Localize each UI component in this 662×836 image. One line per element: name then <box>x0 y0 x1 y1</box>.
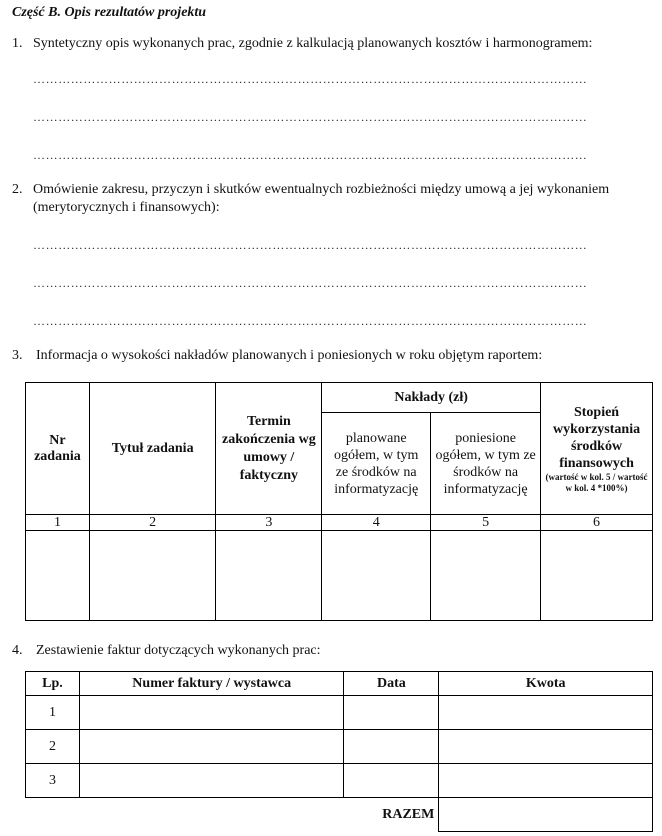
cell-data[interactable] <box>344 730 439 764</box>
budget-table <box>25 382 653 621</box>
table-row <box>26 730 653 764</box>
answer-line-1a[interactable]: …………………………………………………………………………………………………………………… <box>33 72 588 86</box>
cell-kwota[interactable] <box>439 730 653 764</box>
header-termin: Termin zakończenia wg umowy / faktyczny <box>216 383 322 515</box>
col-number: 3 <box>216 515 322 531</box>
col-number: 2 <box>89 515 216 531</box>
item-3-text: Informacja o wysokości nakładów planowanych i poniesionych w roku objętym raportem: <box>36 348 543 363</box>
header-stopien-label: Stopień wykorzystania środków finansowych <box>552 404 641 471</box>
invoice-table <box>25 671 653 832</box>
item-2-text-cont: (merytorycznych i finansowych): <box>33 200 220 215</box>
header-planowane: planowane ogółem, w tym ze środków na informatyzację <box>322 413 431 515</box>
cell-nr[interactable] <box>26 531 90 621</box>
cell-termin[interactable] <box>216 531 322 621</box>
item-4-number: 4. <box>12 643 23 658</box>
row-lp: 1 <box>26 696 80 730</box>
total-row <box>26 798 653 832</box>
answer-line-2a[interactable]: …………………………………………………………………………………………………………………… <box>33 238 588 252</box>
table-row <box>26 696 653 730</box>
item-1-text: Syntetyczny opis wykonanych prac, zgodnie z kalkulacją planowanych kosztów i harmonogramem: <box>33 36 593 51</box>
header-data: Data <box>344 672 439 696</box>
cell-data[interactable] <box>344 696 439 730</box>
answer-line-1b[interactable]: …………………………………………………………………………………………………………………… <box>33 110 588 124</box>
item-2-number: 2. <box>12 182 23 197</box>
table-row <box>26 531 653 621</box>
header-stopien-note: (wartość w kol. 5 / wartość w kol. 4 *100%) <box>545 471 648 493</box>
header-nr-zadania: Nr zadania <box>26 383 90 515</box>
header-numer-faktury: Numer faktury / wystawca <box>79 672 344 696</box>
spacer <box>79 798 344 832</box>
cell-numer[interactable] <box>79 696 344 730</box>
header-lp: Lp. <box>26 672 80 696</box>
cell-poniesione[interactable] <box>431 531 541 621</box>
item-3-number: 3. <box>12 348 23 363</box>
table-row <box>26 764 653 798</box>
item-4-text: Zestawienie faktur dotyczących wykonanych prac: <box>36 643 321 658</box>
col-number: 6 <box>541 515 653 531</box>
razem-label: RAZEM <box>382 806 435 822</box>
header-stopien <box>541 383 653 515</box>
header-poniesione: poniesione ogółem, w tym ze środków na informatyzację <box>431 413 541 515</box>
column-number-row <box>26 515 653 531</box>
row-lp: 3 <box>26 764 80 798</box>
header-naklady: Nakłady (zł) <box>322 383 541 413</box>
cell-kwota[interactable] <box>439 764 653 798</box>
item-1-number: 1. <box>12 36 23 51</box>
cell-stopien[interactable] <box>541 531 653 621</box>
answer-line-1c[interactable]: …………………………………………………………………………………………………………………… <box>33 148 588 162</box>
cell-kwota[interactable] <box>439 696 653 730</box>
answer-line-2b[interactable]: …………………………………………………………………………………………………………………… <box>33 276 588 290</box>
answer-line-2c[interactable]: …………………………………………………………………………………………………………………… <box>33 314 588 328</box>
col-number: 1 <box>26 515 90 531</box>
cell-razem-kwota[interactable] <box>439 798 653 832</box>
header-tytul-zadania: Tytuł zadania <box>89 383 216 515</box>
cell-numer[interactable] <box>79 764 344 798</box>
section-title: Część B. Opis rezultatów projektu <box>12 5 207 20</box>
cell-data[interactable] <box>344 764 439 798</box>
cell-tytul[interactable] <box>89 531 216 621</box>
item-2-text: Omówienie zakresu, przyczyn i skutków ewentualnych rozbieżności między umową a jej wykonaniem <box>33 182 610 197</box>
row-lp: 2 <box>26 730 80 764</box>
col-number: 5 <box>431 515 541 531</box>
cell-planowane[interactable] <box>322 531 431 621</box>
header-kwota: Kwota <box>439 672 653 696</box>
spacer <box>26 798 80 832</box>
col-number: 4 <box>322 515 431 531</box>
cell-numer[interactable] <box>79 730 344 764</box>
